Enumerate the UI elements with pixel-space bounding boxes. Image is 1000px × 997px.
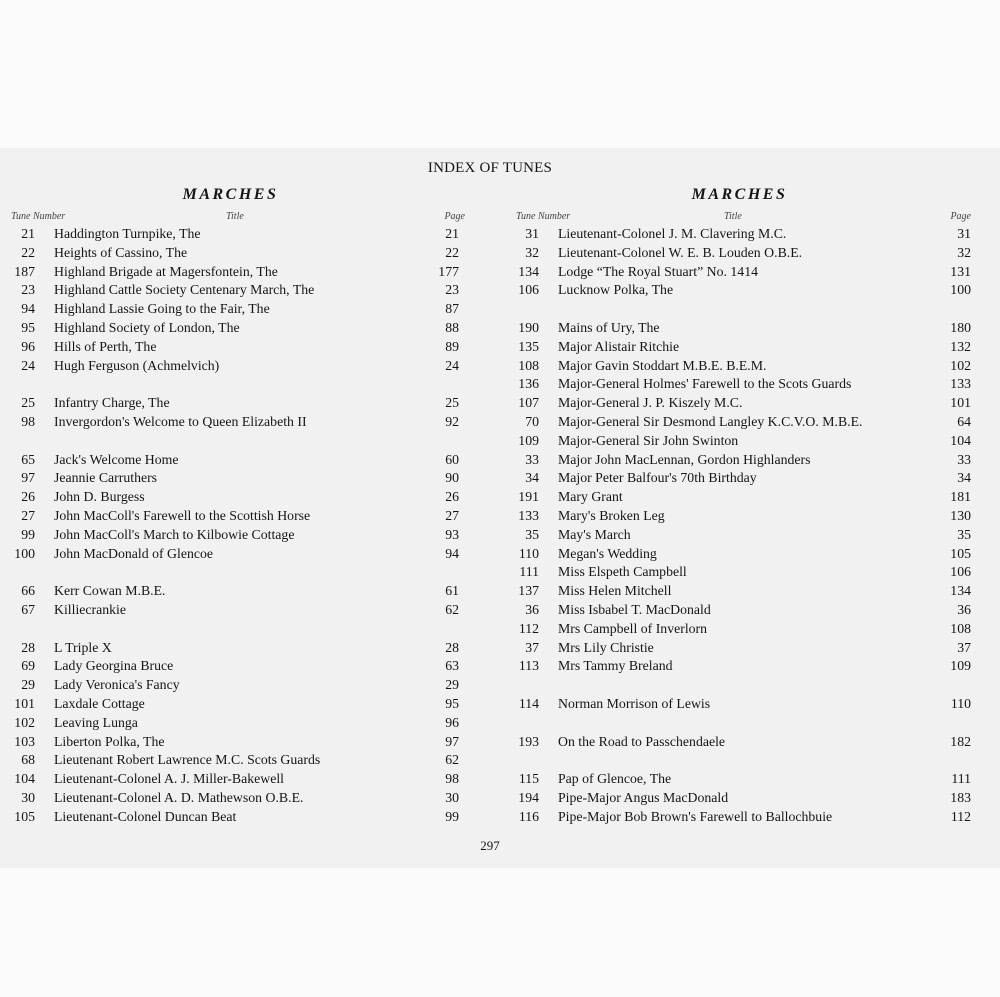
section-title: MARCHES <box>691 186 788 203</box>
tune-number: 108 <box>518 357 539 373</box>
tune-number: 102 <box>14 714 35 730</box>
tune-title: Pipe-Major Bob Brown's Farewell to Ballochbuie <box>558 808 833 824</box>
tune-number-header: Tune Number <box>11 211 66 222</box>
tune-entry <box>8 695 473 714</box>
page-reference: 96 <box>445 714 459 730</box>
page-reference: 130 <box>950 507 971 523</box>
tune-number: 65 <box>21 451 35 467</box>
tune-title: Heights of Cassino, The <box>54 244 188 260</box>
page-reference: 31 <box>957 226 971 241</box>
tune-entry <box>512 319 977 338</box>
tune-entry <box>512 789 977 808</box>
tune-number: 69 <box>21 658 35 674</box>
page-reference: 131 <box>950 263 971 279</box>
tune-title: Lady Georgina Bruce <box>54 658 174 674</box>
tune-title: Lieutenant-Colonel J. M. Clavering M.C. <box>558 226 787 241</box>
tune-entry <box>512 733 977 752</box>
page-reference: 30 <box>445 789 459 805</box>
tune-title: Hills of Perth, The <box>54 338 157 354</box>
tune-number: 113 <box>518 658 539 674</box>
tune-number: 21 <box>21 226 35 241</box>
tune-number: 23 <box>21 282 35 298</box>
tune-title: Norman Morrison of Lewis <box>558 695 711 711</box>
tune-number: 190 <box>518 319 539 335</box>
tune-title: Mrs Campbell of Inverlorn <box>558 620 708 636</box>
tune-title: Mrs Lily Christie <box>558 639 654 655</box>
tune-number: 25 <box>21 395 35 411</box>
tune-title: Mary's Broken Leg <box>558 507 665 523</box>
entry-spacer <box>8 432 473 451</box>
tune-number: 100 <box>14 545 35 561</box>
page-reference: 89 <box>445 338 459 354</box>
entry-spacer <box>512 676 977 695</box>
page-reference: 94 <box>445 545 459 561</box>
tune-number: 110 <box>518 545 539 561</box>
tune-number: 97 <box>21 470 35 486</box>
tune-number: 96 <box>21 338 35 354</box>
tune-number: 68 <box>21 752 35 768</box>
column-header-row <box>512 211 977 225</box>
page-reference: 29 <box>445 677 459 693</box>
tune-entry <box>512 375 977 394</box>
tune-title: Laxdale Cottage <box>54 695 145 711</box>
tune-title: John MacColl's Farewell to the Scottish Horse <box>54 507 311 523</box>
tune-title: Major-General Sir John Swinton <box>558 432 739 448</box>
tune-entry <box>512 507 977 526</box>
tune-entry <box>512 338 977 357</box>
tune-title: Miss Elspeth Campbell <box>558 564 687 580</box>
page-reference: 101 <box>950 395 971 411</box>
page-reference: 93 <box>445 526 459 542</box>
tune-title: Megan's Wedding <box>558 545 657 561</box>
tune-entry <box>8 394 473 413</box>
page-reference: 99 <box>445 808 459 824</box>
tune-number: 104 <box>14 771 35 787</box>
tune-number: 36 <box>525 601 539 617</box>
tune-title: Leaving Lunga <box>54 714 138 730</box>
tune-entry <box>512 394 977 413</box>
page-reference: 102 <box>950 357 971 373</box>
tune-number: 136 <box>518 376 539 392</box>
page-reference: 88 <box>445 319 459 335</box>
tune-number: 134 <box>518 263 539 279</box>
title-header: Title <box>226 211 244 222</box>
index-title: INDEX OF TUNES <box>427 160 553 176</box>
tune-title: Major John MacLennan, Gordon Highlanders <box>558 451 811 467</box>
left-column <box>8 185 473 827</box>
tune-entry <box>8 300 473 319</box>
tune-entry <box>512 582 977 601</box>
page-reference: 23 <box>445 282 459 298</box>
tune-entry <box>8 639 473 658</box>
page-reference: 181 <box>950 489 971 505</box>
tune-number: 33 <box>525 451 539 467</box>
entry-spacer <box>512 714 977 733</box>
tune-number: 105 <box>14 808 35 824</box>
tune-entry <box>512 770 977 789</box>
entry-spacer <box>8 620 473 639</box>
tune-title: Kerr Cowan M.B.E. <box>54 583 166 599</box>
page-reference: 61 <box>445 583 459 599</box>
page-reference: 34 <box>957 470 971 486</box>
tune-title: John D. Burgess <box>54 489 145 505</box>
tune-number: 114 <box>518 695 539 711</box>
tune-number: 137 <box>518 583 539 599</box>
tune-title: Major-General J. P. Kiszely M.C. <box>558 395 743 411</box>
title-header: Title <box>724 211 742 222</box>
page-reference: 110 <box>950 695 971 711</box>
tune-title: Highland Cattle Society Centenary March, The <box>54 282 315 298</box>
tune-number: 27 <box>21 507 35 523</box>
page-reference: 63 <box>445 658 459 674</box>
tune-entry <box>8 319 473 338</box>
tune-entry <box>512 808 977 827</box>
page-reference: 64 <box>957 413 971 429</box>
tune-entry <box>8 451 473 470</box>
tune-entry <box>512 563 977 582</box>
tune-title: Highland Brigade at Magersfontein, The <box>54 263 278 279</box>
tune-entry <box>512 545 977 564</box>
page-reference: 60 <box>445 451 459 467</box>
page-reference: 22 <box>445 244 459 260</box>
tune-entry <box>512 281 977 300</box>
tune-title: Jeannie Carruthers <box>54 470 158 486</box>
tune-title: On the Road to Passchendaele <box>558 733 726 749</box>
tune-title: John MacDonald of Glencoe <box>54 545 214 561</box>
tune-title: Lieutenant-Colonel Duncan Beat <box>54 808 237 824</box>
tune-entry <box>8 657 473 676</box>
page-reference: 32 <box>957 244 971 260</box>
tune-number: 22 <box>21 244 35 260</box>
tune-number: 101 <box>14 695 35 711</box>
tune-number: 194 <box>518 789 539 805</box>
tune-number: 98 <box>21 413 35 429</box>
page-header: Page <box>444 211 465 222</box>
tune-number: 193 <box>518 733 539 749</box>
tune-entry <box>512 263 977 282</box>
tune-title: Lieutenant-Colonel A. J. Miller-Bakewell <box>54 771 284 787</box>
tune-title: Highland Lassie Going to the Fair, The <box>54 301 270 317</box>
page-reference: 98 <box>445 771 459 787</box>
page-reference: 108 <box>950 620 971 636</box>
tune-number: 94 <box>21 301 35 317</box>
page-reference: 97 <box>445 733 459 749</box>
tune-entry <box>512 225 977 244</box>
page-reference: 109 <box>950 658 971 674</box>
tune-title: May's March <box>558 526 631 542</box>
tune-entry <box>8 789 473 808</box>
page-reference: 182 <box>950 733 971 749</box>
tune-title: Lieutenant Robert Lawrence M.C. Scots Guards <box>54 752 321 768</box>
page-reference: 112 <box>950 808 971 824</box>
tune-entry <box>512 639 977 658</box>
tune-title: Lady Veronica's Fancy <box>54 677 180 693</box>
tune-number: 191 <box>518 489 539 505</box>
section-title: MARCHES <box>182 186 279 203</box>
tune-title: John MacColl's March to Kilbowie Cottage <box>54 526 295 542</box>
tune-entry <box>512 469 977 488</box>
tune-number: 34 <box>525 470 539 486</box>
tune-entry <box>8 545 473 564</box>
tune-entry <box>8 733 473 752</box>
page-reference: 62 <box>445 601 459 617</box>
tune-title: Jack's Welcome Home <box>54 451 179 467</box>
tune-number: 135 <box>518 338 539 354</box>
page-reference: 87 <box>445 301 459 317</box>
entry-spacer <box>8 563 473 582</box>
page-reference: 35 <box>957 526 971 542</box>
page-reference: 177 <box>438 263 459 279</box>
tune-title: Infantry Charge, The <box>54 395 170 411</box>
page-reference: 132 <box>950 338 971 354</box>
page-reference: 28 <box>445 639 459 655</box>
tune-entry <box>8 714 473 733</box>
tune-title: Major-General Sir Desmond Langley K.C.V.O. M.B.E. <box>558 413 863 429</box>
page-reference: 62 <box>445 752 459 768</box>
tune-entry <box>8 601 473 620</box>
tune-number: 187 <box>14 263 35 279</box>
tune-title: Mrs Tammy Breland <box>558 658 673 674</box>
tune-entry <box>8 281 473 300</box>
page-reference: 111 <box>951 771 971 787</box>
tune-number: 116 <box>518 808 539 824</box>
page-reference: 33 <box>957 451 971 467</box>
page-reference: 134 <box>950 583 971 599</box>
tune-entry <box>8 676 473 695</box>
tune-number: 115 <box>518 771 539 787</box>
tune-title: Lieutenant-Colonel A. D. Mathewson O.B.E. <box>54 789 304 805</box>
tune-title: Mary Grant <box>558 489 623 505</box>
tune-title: Lieutenant-Colonel W. E. B. Louden O.B.E. <box>558 244 803 260</box>
tune-entry <box>8 488 473 507</box>
tune-entry <box>512 488 977 507</box>
tune-title: Highland Society of London, The <box>54 319 240 335</box>
tune-number-header: Tune Number <box>516 211 571 222</box>
tune-title: Invergordon's Welcome to Queen Elizabeth II <box>54 413 307 429</box>
tune-entry <box>512 620 977 639</box>
tune-entry <box>8 357 473 376</box>
tune-entry <box>8 263 473 282</box>
tune-number: 28 <box>21 639 35 655</box>
tune-title: Lucknow Polka, The <box>558 282 674 298</box>
page-reference: 37 <box>957 639 971 655</box>
tune-title: Miss Helen Mitchell <box>558 583 672 599</box>
page-reference: 100 <box>950 282 971 298</box>
tune-entry <box>8 582 473 601</box>
tune-list <box>512 225 977 827</box>
tune-entry <box>8 526 473 545</box>
page-reference: 105 <box>950 545 971 561</box>
page-reference: 183 <box>950 789 971 805</box>
tune-title: Pipe-Major Angus MacDonald <box>558 789 729 805</box>
page-header: Page <box>950 211 971 222</box>
tune-entry <box>8 751 473 770</box>
tune-title: Major Peter Balfour's 70th Birthday <box>558 470 757 486</box>
tune-title: Pap of Glencoe, The <box>558 771 672 787</box>
tune-title: Major Alistair Ritchie <box>558 338 680 354</box>
page-number: 297 <box>480 838 500 853</box>
tune-number: 103 <box>14 733 35 749</box>
tune-entry <box>512 601 977 620</box>
tune-entry <box>512 244 977 263</box>
tune-entry <box>8 413 473 432</box>
tune-entry <box>512 432 977 451</box>
tune-number: 111 <box>519 564 539 580</box>
tune-number: 67 <box>21 601 35 617</box>
page-reference: 90 <box>445 470 459 486</box>
tune-number: 95 <box>21 319 35 335</box>
tune-entry <box>512 657 977 676</box>
tune-number: 70 <box>525 413 539 429</box>
page-reference: 104 <box>950 432 971 448</box>
tune-title: Major Gavin Stoddart M.B.E. B.E.M. <box>558 357 767 373</box>
tune-title: Mains of Ury, The <box>558 319 660 335</box>
tune-number: 109 <box>518 432 539 448</box>
tune-number: 31 <box>525 226 539 241</box>
tune-entry <box>8 338 473 357</box>
tune-entry <box>512 526 977 545</box>
tune-title: Killiecrankie <box>54 601 127 617</box>
tune-entry <box>8 808 473 827</box>
page-reference: 21 <box>445 226 459 241</box>
tune-entry <box>8 770 473 789</box>
tune-number: 29 <box>21 677 35 693</box>
tune-number: 35 <box>525 526 539 542</box>
page-reference: 36 <box>957 601 971 617</box>
page-reference: 25 <box>445 395 459 411</box>
entry-spacer <box>8 375 473 394</box>
tune-list <box>8 225 473 827</box>
tune-entry <box>512 413 977 432</box>
page-reference: 24 <box>445 357 459 373</box>
tune-entry <box>8 244 473 263</box>
tune-title: Liberton Polka, The <box>54 733 165 749</box>
tune-number: 107 <box>518 395 539 411</box>
tune-title: Lodge “The Royal Stuart” No. 1414 <box>558 263 759 279</box>
tune-number: 66 <box>21 583 35 599</box>
tune-entry <box>8 507 473 526</box>
tune-number: 26 <box>21 489 35 505</box>
tune-entry <box>8 225 473 244</box>
tune-number: 106 <box>518 282 539 298</box>
tune-entry <box>512 695 977 714</box>
page-reference: 133 <box>950 376 971 392</box>
page-reference: 27 <box>445 507 459 523</box>
page-reference: 180 <box>950 319 971 335</box>
entry-spacer <box>512 751 977 770</box>
tune-title: Haddington Turnpike, The <box>54 226 201 241</box>
tune-number: 32 <box>525 244 539 260</box>
tune-number: 112 <box>518 620 539 636</box>
entry-spacer <box>512 300 977 319</box>
page-reference: 92 <box>445 413 459 429</box>
tune-title: Miss Isbabel T. MacDonald <box>558 601 711 617</box>
tune-number: 30 <box>21 789 35 805</box>
tune-number: 133 <box>518 507 539 523</box>
tune-number: 99 <box>21 526 35 542</box>
column-header-row <box>8 211 473 225</box>
page-reference: 106 <box>950 564 971 580</box>
tune-title: Major-General Holmes' Farewell to the Scots Guards <box>558 376 852 392</box>
page-reference: 95 <box>445 695 459 711</box>
tune-number: 37 <box>525 639 539 655</box>
tune-entry <box>8 469 473 488</box>
tune-title: Hugh Ferguson (Achmelvich) <box>54 357 220 373</box>
page-reference: 26 <box>445 489 459 505</box>
tune-entry <box>512 357 977 376</box>
tune-entry <box>512 451 977 470</box>
right-column <box>512 185 977 827</box>
tune-title: L Triple X <box>54 639 112 655</box>
tune-number: 24 <box>21 357 35 373</box>
